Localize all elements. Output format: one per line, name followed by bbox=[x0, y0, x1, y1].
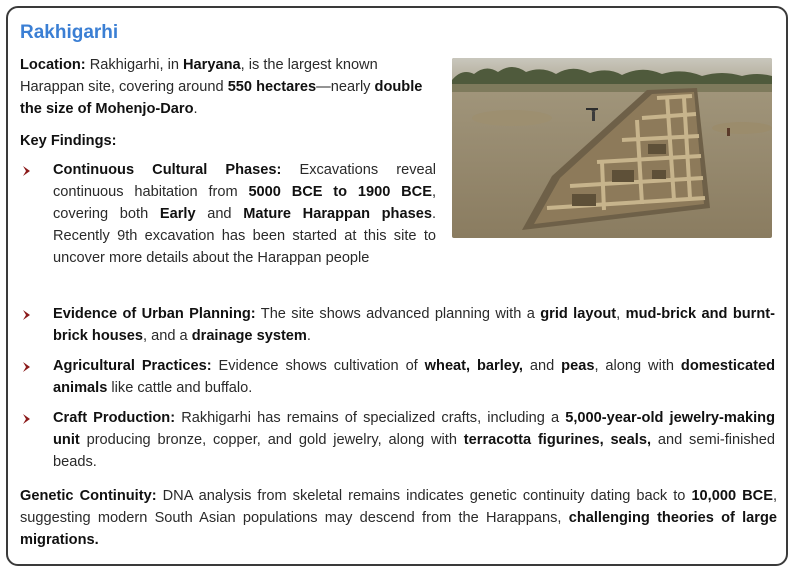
excavation-site-photo bbox=[452, 58, 772, 238]
finding-heading: Agricultural Practices: bbox=[53, 358, 212, 374]
chevron-bullet-icon bbox=[22, 165, 34, 177]
genetic-paragraph: Genetic Continuity: DNA analysis from skeletal remains indicates genetic continuity dating back to 10,000 BCE, suggesting modern South Asian populations may descend from the Harappans, challenging theories of large migrations. bbox=[20, 488, 777, 548]
finding-item: Evidence of Urban Planning: The site shows advanced planning with a grid layout, mud-brick and burnt-brick houses, and a drainage system. bbox=[53, 306, 775, 344]
key-findings-label: Key Findings: bbox=[20, 133, 117, 149]
size-comparison: double the size of Mohenjo-Daro bbox=[20, 79, 423, 117]
chevron-bullet-icon bbox=[22, 413, 34, 425]
genetic-conclusion: challenging theories of large migrations. bbox=[20, 510, 777, 548]
chevron-bullet-icon bbox=[22, 309, 34, 321]
finding-item: Craft Production: Rakhigarhi has remains of specialized crafts, including a 5,000-year-old jewelry-making unit producing bronze, copper, and gold jewelry, along with terracotta figurines, seals, and semi-finished beads. bbox=[53, 410, 776, 470]
finding-heading: Craft Production: bbox=[53, 410, 176, 426]
finding-item: Continuous Cultural Phases: Excavations reveal continuous habitation from 5000 BCE to 1900 BCE, covering both Early and Mature Harappan phases. Recently 9th excavation has been started at this site to uncover more details about the Harappan people bbox=[53, 162, 436, 266]
page-title: Rakhigarhi bbox=[20, 22, 119, 43]
finding-heading: Evidence of Urban Planning: bbox=[53, 306, 256, 322]
location-paragraph: Location: Rakhigarhi, in Haryana, is the largest known Harappan site, covering around 550 hectares—nearly double the size of Mohenjo-Daro. bbox=[20, 57, 423, 117]
genetic-label: Genetic Continuity: bbox=[20, 488, 157, 504]
finding-heading: Continuous Cultural Phases: bbox=[53, 162, 282, 178]
site-area: 550 hectares bbox=[227, 79, 317, 95]
state-name: Haryana bbox=[183, 57, 241, 73]
chevron-bullet-icon bbox=[22, 361, 34, 373]
finding-item: Agricultural Practices: Evidence shows cultivation of wheat, barley, and peas, along with domesticated animals like cattle and buffalo. bbox=[53, 358, 775, 396]
location-label: Location: bbox=[20, 57, 86, 73]
